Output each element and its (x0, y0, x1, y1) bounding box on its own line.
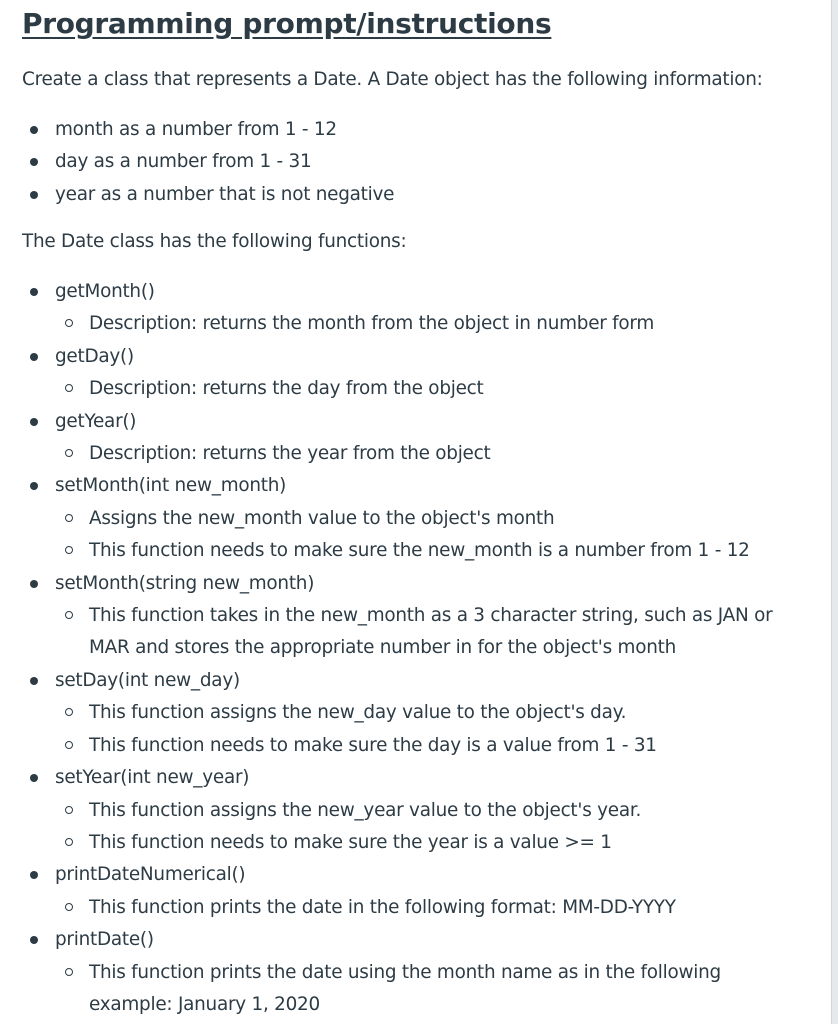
bullet-icon (30, 580, 38, 588)
intro-paragraph: Create a class that represents a Date. A Date object has the following information: (22, 69, 763, 90)
detail-item (0, 795, 779, 827)
detail-item (0, 827, 779, 859)
function-item (0, 762, 820, 859)
bullet-icon (30, 677, 38, 685)
detail-item (0, 308, 779, 340)
field-text: month as a number from 1 - 12 (55, 119, 337, 140)
detail-item (0, 438, 779, 470)
function-name: printDateNumerical() (55, 864, 246, 886)
function-details (55, 600, 820, 665)
scrollbar-track[interactable] (831, 0, 838, 1024)
detail-item (0, 730, 779, 762)
function-item (0, 341, 820, 406)
function-item (0, 406, 820, 471)
detail-item (0, 503, 779, 535)
bullet-icon (30, 774, 38, 782)
function-item (0, 859, 820, 924)
bullet-icon (30, 158, 38, 166)
function-item (0, 276, 820, 341)
function-name: setDay(int new_day) (55, 669, 240, 691)
function-name: getMonth() (55, 281, 155, 302)
function-details (55, 957, 820, 1022)
detail-text: Description: returns the day from the object (89, 378, 484, 400)
functions-list (0, 276, 820, 1021)
function-item (0, 470, 820, 567)
function-details (55, 892, 820, 924)
bullet-icon (30, 353, 38, 361)
function-item (0, 924, 820, 1021)
circle-bullet-icon (65, 903, 73, 911)
detail-item (0, 892, 779, 924)
detail-text: This function assigns the new_year value to the object's year. (89, 799, 642, 821)
function-name: getDay() (55, 345, 134, 367)
list-item (0, 114, 820, 146)
circle-bullet-icon (65, 546, 73, 554)
detail-item (0, 957, 779, 1022)
function-details (55, 697, 820, 762)
function-details (55, 308, 820, 340)
page-title: Programming prompt/instructions (22, 7, 552, 40)
circle-bullet-icon (65, 838, 73, 846)
function-name: setMonth(string new_month) (55, 572, 315, 594)
detail-text: This function prints the date using the month name as in the following example: January 1, 2020 (89, 961, 721, 1015)
function-item (0, 568, 820, 665)
bullet-icon (30, 418, 38, 426)
detail-item (0, 600, 779, 665)
circle-bullet-icon (65, 611, 73, 619)
detail-text: This function needs to make sure the new_month is a number from 1 - 12 (89, 540, 750, 562)
function-name: setMonth(int new_month) (55, 475, 287, 497)
bullet-icon (30, 871, 38, 879)
function-name: setYear(int new_year) (55, 767, 250, 789)
detail-text: This function assigns the new_day value to the object's day. (89, 702, 627, 724)
circle-bullet-icon (65, 514, 73, 522)
detail-text: Description: returns the year from the object (89, 443, 491, 465)
bullet-icon (30, 936, 38, 944)
detail-text: This function needs to make sure the day is a value from 1 - 31 (89, 734, 657, 756)
detail-item (0, 535, 779, 567)
function-details (55, 795, 820, 860)
function-details (55, 373, 820, 405)
bullet-icon (30, 126, 38, 134)
list-item (0, 179, 820, 211)
field-text: year as a number that is not negative (55, 183, 395, 205)
function-item (0, 665, 820, 762)
function-details (55, 503, 820, 568)
circle-bullet-icon (65, 449, 73, 457)
bullet-icon (30, 288, 38, 296)
circle-bullet-icon (65, 384, 73, 392)
circle-bullet-icon (65, 968, 73, 976)
function-name: printDate() (55, 929, 154, 951)
detail-item (0, 697, 779, 729)
bullet-icon (30, 482, 38, 490)
circle-bullet-icon (65, 319, 73, 327)
detail-text: Assigns the new_month value to the object's month (89, 507, 555, 529)
circle-bullet-icon (65, 806, 73, 814)
bullet-icon (30, 191, 38, 199)
field-text: day as a number from 1 - 31 (55, 151, 312, 173)
detail-item (0, 373, 779, 405)
function-name: getYear() (55, 410, 137, 432)
function-details (55, 438, 820, 470)
circle-bullet-icon (65, 741, 73, 749)
list-item (0, 146, 820, 178)
functions-heading: The Date class has the following functions: (22, 231, 407, 252)
detail-text: This function needs to make sure the year is a value >= 1 (89, 831, 612, 853)
fields-list (0, 114, 820, 211)
detail-text: Description: returns the month from the object in number form (89, 313, 655, 335)
detail-text: This function prints the date in the following format: MM-DD-YYYY (89, 896, 676, 918)
circle-bullet-icon (65, 708, 73, 716)
detail-text: This function takes in the new_month as a 3 character string, such as JAN or MAR and stores the appropriate number in for the object's month (89, 605, 773, 659)
